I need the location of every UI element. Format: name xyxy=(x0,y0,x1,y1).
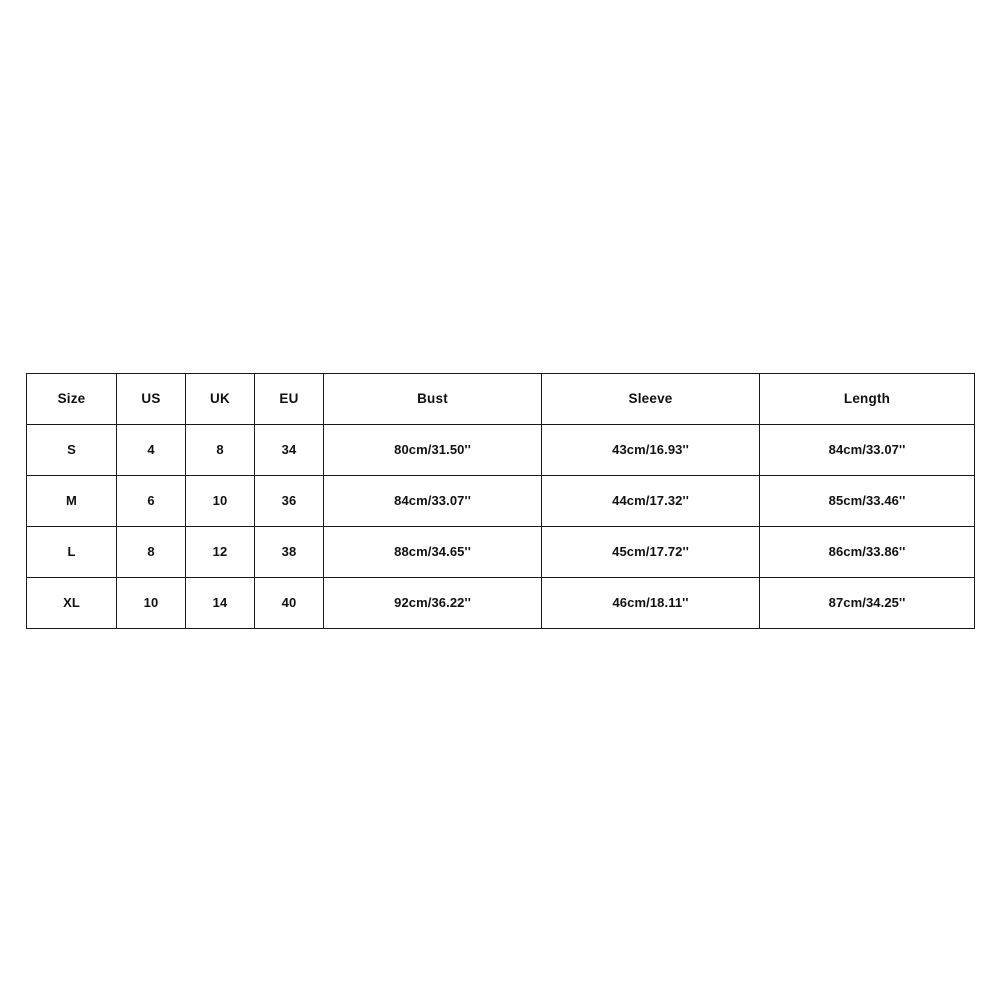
table-header-row xyxy=(27,374,975,425)
column-header-length: Length xyxy=(760,374,975,425)
table-row xyxy=(27,425,975,476)
cell-us: 8 xyxy=(117,527,186,578)
cell-size: M xyxy=(27,476,117,527)
cell-eu: 38 xyxy=(255,527,324,578)
size-chart-header xyxy=(27,374,975,425)
column-header-bust: Bust xyxy=(324,374,542,425)
table-row xyxy=(27,476,975,527)
cell-uk: 10 xyxy=(186,476,255,527)
cell-eu: 34 xyxy=(255,425,324,476)
column-header-eu: EU xyxy=(255,374,324,425)
table-row xyxy=(27,578,975,629)
cell-uk: 14 xyxy=(186,578,255,629)
column-header-sleeve: Sleeve xyxy=(542,374,760,425)
size-chart-body xyxy=(27,425,975,629)
cell-size: XL xyxy=(27,578,117,629)
cell-us: 6 xyxy=(117,476,186,527)
cell-length: 86cm/33.86'' xyxy=(760,527,975,578)
cell-length: 85cm/33.46'' xyxy=(760,476,975,527)
cell-sleeve: 43cm/16.93'' xyxy=(542,425,760,476)
table-row xyxy=(27,527,975,578)
column-header-size: Size xyxy=(27,374,117,425)
cell-uk: 12 xyxy=(186,527,255,578)
column-header-uk: UK xyxy=(186,374,255,425)
cell-length: 84cm/33.07'' xyxy=(760,425,975,476)
cell-eu: 40 xyxy=(255,578,324,629)
cell-bust: 84cm/33.07'' xyxy=(324,476,542,527)
cell-size: S xyxy=(27,425,117,476)
cell-sleeve: 45cm/17.72'' xyxy=(542,527,760,578)
cell-sleeve: 44cm/17.32'' xyxy=(542,476,760,527)
cell-size: L xyxy=(27,527,117,578)
cell-bust: 92cm/36.22'' xyxy=(324,578,542,629)
cell-bust: 80cm/31.50'' xyxy=(324,425,542,476)
cell-us: 10 xyxy=(117,578,186,629)
cell-us: 4 xyxy=(117,425,186,476)
cell-sleeve: 46cm/18.11'' xyxy=(542,578,760,629)
cell-bust: 88cm/34.65'' xyxy=(324,527,542,578)
cell-eu: 36 xyxy=(255,476,324,527)
cell-length: 87cm/34.25'' xyxy=(760,578,975,629)
size-chart-container xyxy=(26,373,974,629)
size-chart-table xyxy=(26,373,975,629)
cell-uk: 8 xyxy=(186,425,255,476)
column-header-us: US xyxy=(117,374,186,425)
